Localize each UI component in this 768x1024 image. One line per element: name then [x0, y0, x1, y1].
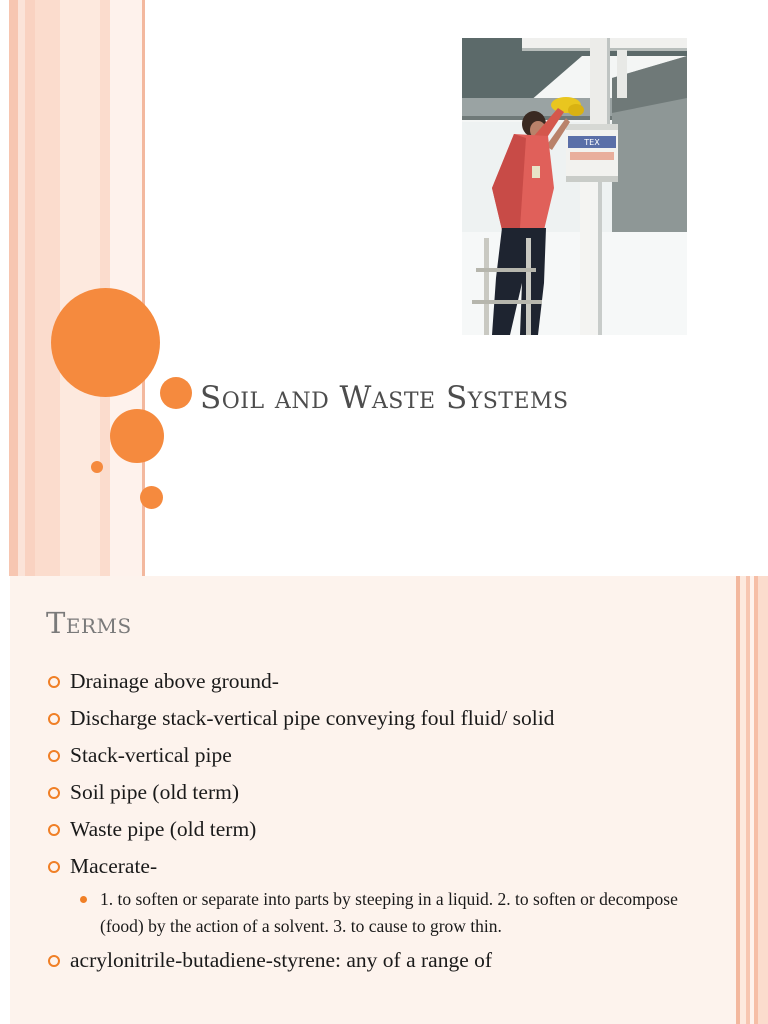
sub-bullet-text: 1. to soften or separate into parts by steeping in a liquid. 2. to soften or decompose (food) by the action of a solvent. 3. to cause to grow thin. [100, 889, 678, 936]
bullet-text: Stack-vertical pipe [70, 743, 232, 767]
plumber-photo-illustration [462, 38, 687, 335]
left-stripe-band [25, 0, 35, 576]
list-item [46, 703, 686, 733]
decor-circle-small [140, 486, 163, 509]
decor-circle-medium [110, 409, 164, 463]
list-item [46, 777, 686, 807]
bullet-ring-icon [48, 750, 60, 762]
decor-circle-tiny [91, 461, 103, 473]
left-stripe-band [9, 0, 18, 576]
slide-title: Soil and Waste Systems [200, 380, 569, 416]
bullet-ring-icon [48, 713, 60, 725]
terms-list [46, 666, 686, 982]
bullet-dot-icon [80, 896, 87, 903]
sub-list-item [46, 886, 686, 940]
terms-slide [0, 576, 768, 1024]
bullet-text: acrylonitrile-butadiene-styrene: any of a range of [70, 948, 493, 972]
list-item [46, 666, 686, 696]
bullet-text: Macerate- [70, 854, 158, 878]
decor-circle-small [160, 377, 192, 409]
bullet-ring-icon [48, 955, 60, 967]
bullet-text: Soil pipe (old term) [70, 780, 239, 804]
bullet-ring-icon [48, 824, 60, 836]
list-item [46, 851, 686, 881]
plumber-photo [462, 38, 687, 335]
bullet-text: Waste pipe (old term) [70, 817, 257, 841]
left-stripe-band [60, 0, 100, 576]
list-item [46, 740, 686, 770]
decor-circle-large [51, 288, 160, 397]
bullet-ring-icon [48, 861, 60, 873]
list-item [46, 814, 686, 844]
left-stripe-band [18, 0, 25, 576]
left-stripe-band [35, 0, 60, 576]
bullet-ring-icon [48, 787, 60, 799]
list-item [46, 945, 686, 975]
bullet-text: Drainage above ground- [70, 669, 279, 693]
slide-divider-strip [0, 576, 10, 1024]
left-stripe-band [0, 0, 9, 576]
container-label: TEX [584, 138, 600, 147]
bullet-ring-icon [48, 676, 60, 688]
slide-title: Terms [46, 606, 132, 640]
right-stripe-band [758, 576, 768, 1024]
bullet-text: Discharge stack-vertical pipe conveying foul fluid/ solid [70, 706, 555, 730]
